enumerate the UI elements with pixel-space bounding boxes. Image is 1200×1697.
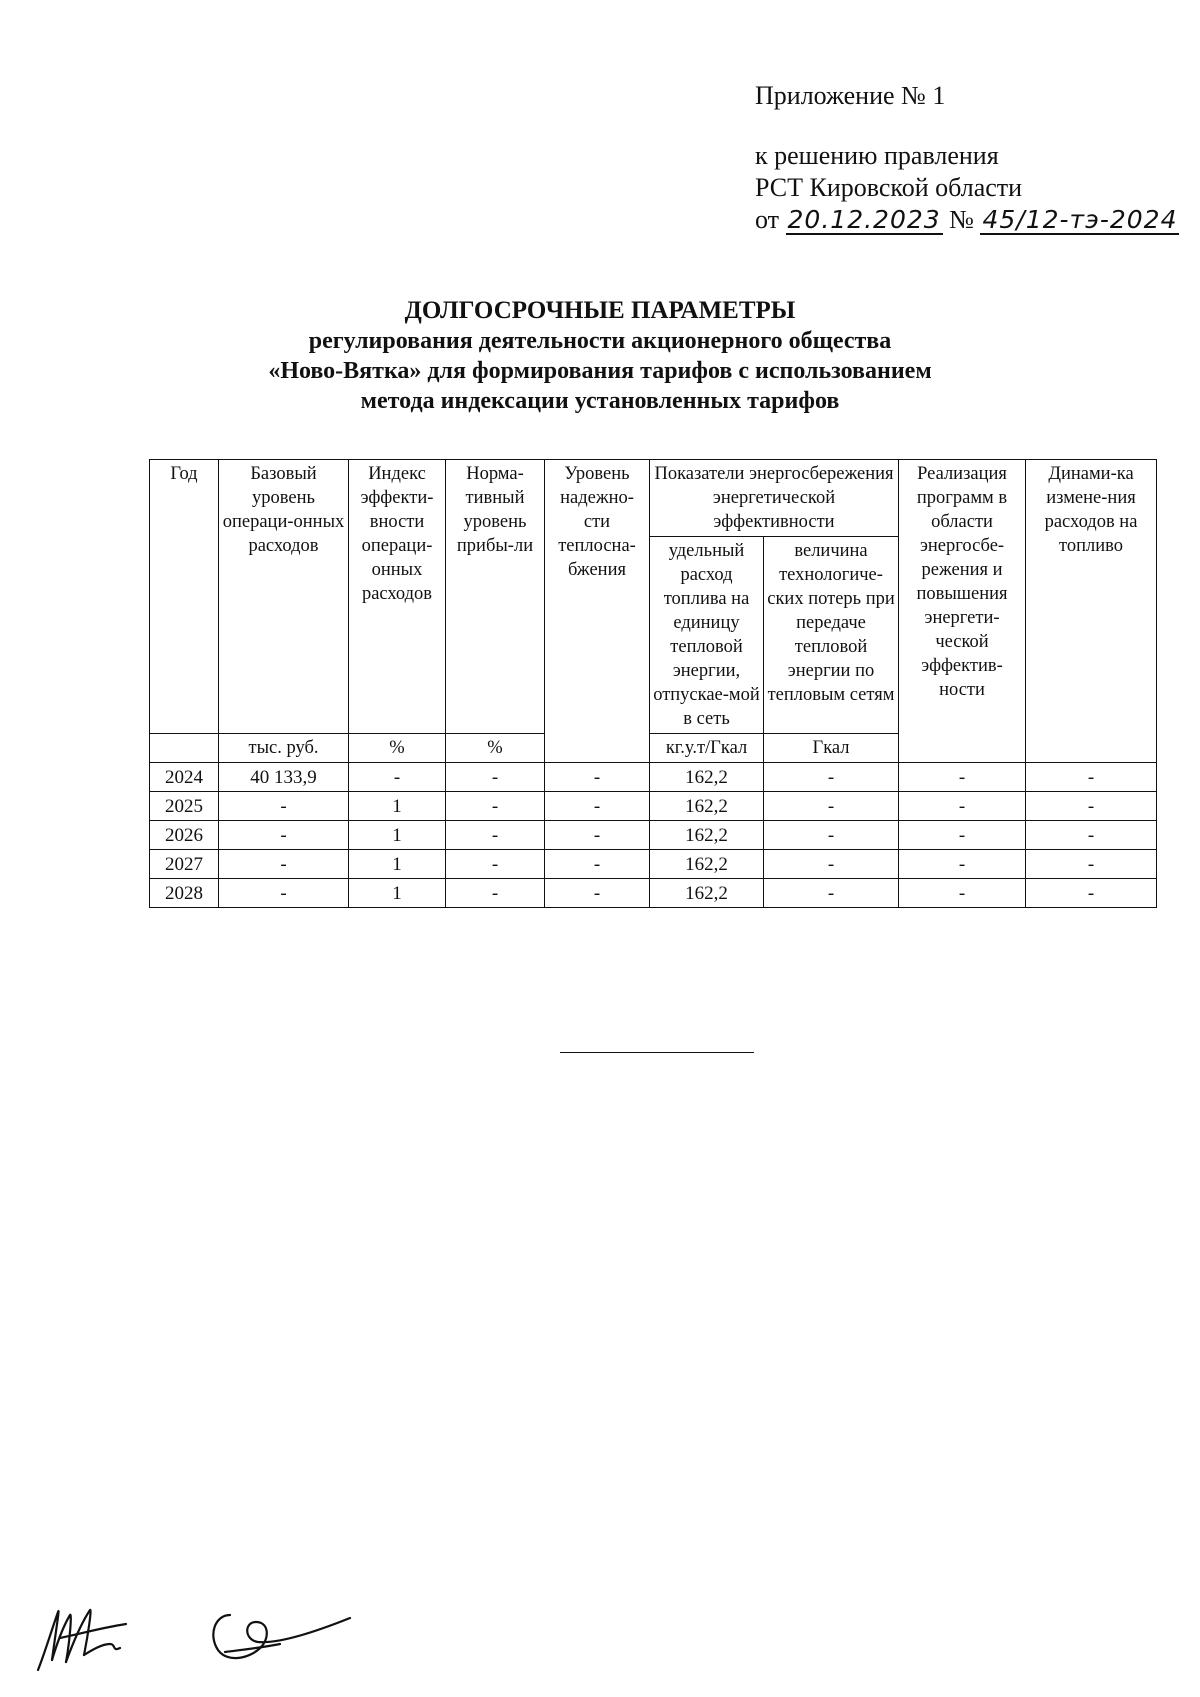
cell-fuel-dynamics: - — [1026, 763, 1157, 792]
cell-profit-level: - — [446, 879, 545, 908]
cell-fuel-consumption: 162,2 — [650, 792, 764, 821]
cell-base-costs: 40 133,9 — [219, 763, 349, 792]
cell-profit-level: - — [446, 763, 545, 792]
cell-heat-losses: - — [764, 763, 899, 792]
cell-fuel-consumption: 162,2 — [650, 879, 764, 908]
cell-year: 2027 — [150, 850, 219, 879]
cell-fuel-consumption: 162,2 — [650, 850, 764, 879]
unit-fuel-consumption: кг.у.т/Гкал — [650, 734, 764, 763]
cell-heat-losses: - — [764, 821, 899, 850]
cell-base-costs: - — [219, 879, 349, 908]
end-divider — [560, 1052, 754, 1053]
table-row — [150, 821, 1157, 850]
cell-reliability: - — [545, 792, 650, 821]
title-line-1: ДОЛГОСРОЧНЫЕ ПАРАМЕТРЫ — [404, 297, 796, 324]
cell-efficiency-index: 1 — [349, 792, 446, 821]
title-line-2: регулирования деятельности акционерного общества — [308, 328, 892, 354]
ref-line-3 — [755, 204, 1179, 236]
cell-year: 2026 — [150, 821, 219, 850]
title-line-3: «Ново-Вятка» для формирования тарифов с использованием — [268, 358, 932, 384]
cell-fuel-dynamics: - — [1026, 879, 1157, 908]
cell-fuel-dynamics: - — [1026, 850, 1157, 879]
cell-profit-level: - — [446, 821, 545, 850]
cell-base-costs: - — [219, 821, 349, 850]
cell-reliability: - — [545, 879, 650, 908]
cell-fuel-consumption: 162,2 — [650, 821, 764, 850]
cell-efficiency-index: - — [349, 763, 446, 792]
cell-programs: - — [899, 879, 1026, 908]
signature-marks — [30, 1600, 370, 1680]
cell-fuel-dynamics: - — [1026, 821, 1157, 850]
table-row — [150, 850, 1157, 879]
ref-from-label: от — [755, 205, 780, 234]
cell-efficiency-index: 1 — [349, 879, 446, 908]
unit-heat-losses: Гкал — [764, 734, 899, 763]
cell-reliability: - — [545, 821, 650, 850]
handwritten-signature — [213, 1615, 350, 1658]
cell-reliability: - — [545, 850, 650, 879]
unit-profit-level: % — [446, 734, 545, 763]
title-line-4: метода индексации установленных тарифов — [360, 388, 840, 414]
table-row — [150, 792, 1157, 821]
cell-profit-level: - — [446, 850, 545, 879]
table-row — [150, 763, 1157, 792]
header-base-costs: Базовый уровень операци-онных расходов — [219, 460, 349, 734]
cell-base-costs: - — [219, 850, 349, 879]
cell-programs: - — [899, 763, 1026, 792]
cell-programs: - — [899, 850, 1026, 879]
ref-date: 20.12.2023 — [787, 205, 941, 234]
ref-line-1: к решению правления — [755, 141, 999, 170]
cell-fuel-dynamics: - — [1026, 792, 1157, 821]
ref-number: 45/12-тэ-2024 — [982, 205, 1178, 234]
unit-efficiency-index: % — [349, 734, 446, 763]
cell-reliability: - — [545, 763, 650, 792]
parameters-table — [149, 459, 1157, 908]
cell-efficiency-index: 1 — [349, 821, 446, 850]
initials-signature — [38, 1610, 126, 1670]
unit-base-costs: тыс. руб. — [219, 734, 349, 763]
cell-year: 2025 — [150, 792, 219, 821]
cell-heat-losses: - — [764, 850, 899, 879]
cell-base-costs: - — [219, 792, 349, 821]
ref-number-label: № — [949, 205, 974, 234]
table-row — [150, 879, 1157, 908]
cell-fuel-consumption: 162,2 — [650, 763, 764, 792]
cell-year: 2024 — [150, 763, 219, 792]
cell-heat-losses: - — [764, 879, 899, 908]
decision-reference — [755, 140, 1179, 236]
header-efficiency-index: Индекс эффекти-вности операци-онных расходов — [349, 460, 446, 734]
cell-efficiency-index: 1 — [349, 850, 446, 879]
header-fuel-consumption: удельный расход топлива на единицу тепловой энергии, отпускае-мой в сеть — [650, 537, 764, 734]
cell-profit-level: - — [446, 792, 545, 821]
cell-programs: - — [899, 792, 1026, 821]
cell-heat-losses: - — [764, 792, 899, 821]
header-energy-indicators: Показатели энергосбережения энергетической эффективности — [650, 460, 899, 537]
header-fuel-dynamics: Динами-ка измене-ния расходов на топливо — [1026, 460, 1157, 763]
unit-year-empty — [150, 734, 219, 763]
ref-line-2: РСТ Кировской области — [755, 173, 1023, 202]
header-programs: Реализация программ в области энергосбе-режения и повышения энергети-ческой эффектив-ности — [899, 460, 1026, 763]
document-title — [0, 296, 1200, 416]
header-profit-level: Норма-тивный уровень прибы-ли — [446, 460, 545, 734]
cell-programs: - — [899, 821, 1026, 850]
cell-year: 2028 — [150, 879, 219, 908]
appendix-label: Приложение № 1 — [755, 81, 946, 110]
header-year: Год — [150, 460, 219, 734]
header-heat-losses: величина технологиче-ских потерь при передаче тепловой энергии по тепловым сетям — [764, 537, 899, 734]
header-reliability: Уровень надежно-сти теплосна-бжения — [545, 460, 650, 763]
